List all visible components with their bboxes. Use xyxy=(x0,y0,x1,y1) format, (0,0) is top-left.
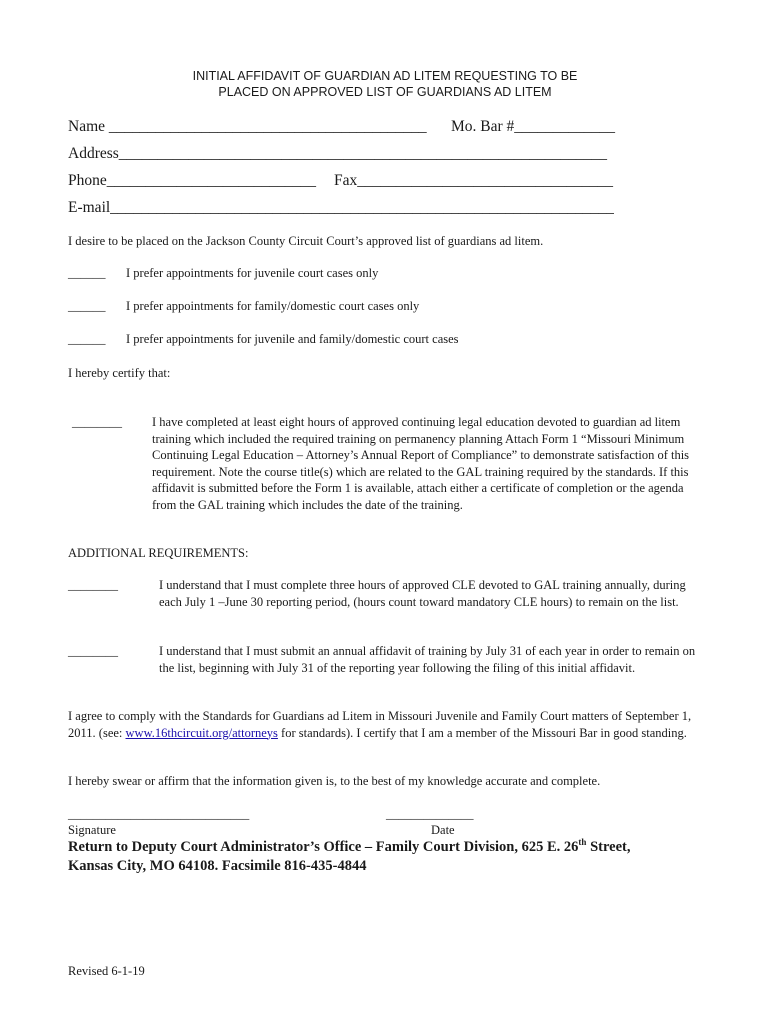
signature-line[interactable]: _____________________________ xyxy=(68,807,250,821)
signature-label: Signature xyxy=(68,823,116,837)
return-address-street: Street, xyxy=(586,839,631,855)
date-line[interactable]: ______________ xyxy=(386,807,474,821)
ordinal-suffix: th xyxy=(578,837,587,848)
bar-number-field[interactable]: Mo. Bar #_____________ xyxy=(451,118,616,135)
name-field[interactable]: Name _________________________________________ xyxy=(68,118,427,135)
swear-statement: I hereby swear or affirm that the information given is, to the best of my knowledge accurate and complete. xyxy=(68,774,601,788)
intro-text: I desire to be placed on the Jackson County Circuit Court’s approved list of guardians ad litem. xyxy=(68,234,544,248)
phone-field[interactable]: Phone___________________________ xyxy=(68,172,316,189)
certify-paragraph: I have completed at least eight hours of approved continuing legal education devoted to guardian ad litem training which included the required training on permanency planning Attach Form 1 “Missouri Minimum Continuing Legal Education – Attorney’s Annual Report of Compliance” to demonstrate satisfaction of this requirement. Note the course title(s) which are related to the GAL training required by the standards. If this affidavit is submitted before the Form 1 is available, attach either a certificate of completion or the agenda from the GAL training which includes the date of the training. xyxy=(152,415,690,512)
email-field[interactable]: E-mail_________________________________________________________________ xyxy=(68,199,614,216)
pref-juvenile-blank[interactable]: ______ xyxy=(68,266,106,280)
revision-date: Revised 6-1-19 xyxy=(68,964,145,978)
return-address-line-2: Kansas City, MO 64108. Facsimile 816-435-4844 xyxy=(68,858,367,874)
additional-blank-2[interactable]: ________ xyxy=(68,644,118,658)
return-address-text: Return to Deputy Court Administrator’s Office – Family Court Division, 625 E. 26 xyxy=(68,839,579,855)
agreement-paragraph xyxy=(68,708,695,741)
additional-item-1: I understand that I must complete three hours of approved CLE devoted to GAL training annually, during each July 1 –June 30 reporting period, (hours count toward mandatory CLE hours) to remain on the list. xyxy=(159,578,686,609)
certify-blank[interactable]: ________ xyxy=(72,415,122,429)
pref-both-blank[interactable]: ______ xyxy=(68,332,106,346)
additional-item-2: I understand that I must submit an annual affidavit of training by July 31 of each year in order to remain on the list, beginning with July 31 of the reporting year following the filing of this initial affidavit. xyxy=(159,644,696,675)
pref-juvenile-text: I prefer appointments for juvenile court cases only xyxy=(126,266,379,280)
form-title-line-2: PLACED ON APPROVED LIST OF GUARDIANS AD LITEM xyxy=(218,85,552,99)
pref-family-blank[interactable]: ______ xyxy=(68,299,106,313)
agreement-text-end: for standards). I certify that I am a member of the Missouri Bar in good standing. xyxy=(277,725,687,740)
pref-family-text: I prefer appointments for family/domestic court cases only xyxy=(126,299,420,313)
agreement-text-start: I agree to comply with the Standards for Guardians ad Litem in Missouri Juvenile and Family Court matters of September 1, 2011. (see: xyxy=(68,709,692,740)
certify-heading: I hereby certify that: xyxy=(68,366,171,380)
return-address-line-1 xyxy=(68,838,630,857)
additional-blank-1[interactable]: ________ xyxy=(68,578,118,592)
date-label: Date xyxy=(431,823,455,837)
standards-link[interactable]: www.16thcircuit.org/attorneys xyxy=(125,725,278,740)
additional-heading: ADDITIONAL REQUIREMENTS: xyxy=(68,546,249,560)
address-field[interactable]: Address_______________________________________________________________ xyxy=(68,145,608,162)
fax-field[interactable]: Fax_________________________________ xyxy=(334,172,613,189)
form-title-line-1: INITIAL AFFIDAVIT OF GUARDIAN AD LITEM REQUESTING TO BE xyxy=(192,69,578,83)
pref-both-text: I prefer appointments for juvenile and family/domestic court cases xyxy=(126,332,459,346)
